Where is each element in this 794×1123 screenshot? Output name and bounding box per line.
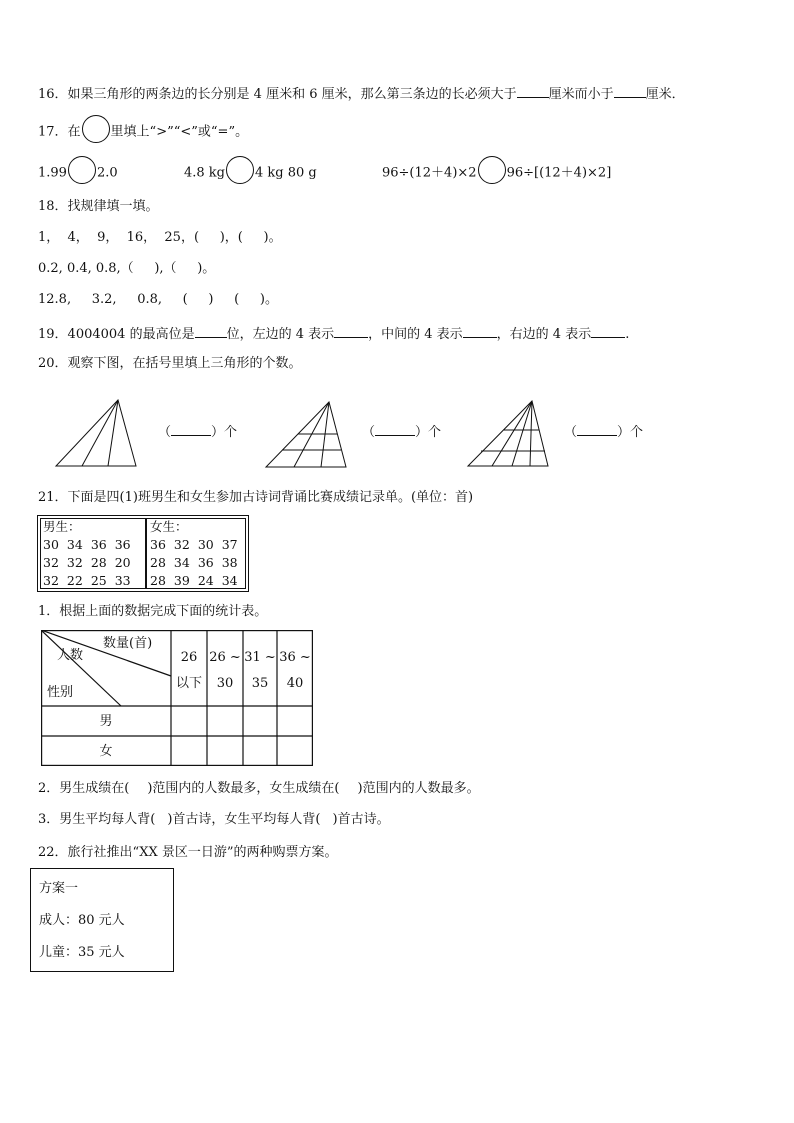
girls-score-table	[146, 518, 242, 590]
table-row: 30 34 36 36	[43, 537, 131, 552]
col-header-2: 30	[216, 676, 234, 691]
col-header-1: 以下	[175, 676, 202, 691]
table-row: 32 22 25 33	[43, 573, 131, 588]
count-answer-2: （ ）个	[362, 425, 442, 440]
triangle-figure-1	[52, 396, 142, 470]
adult-price: 成人：80 元人	[39, 913, 125, 928]
q17-item-1: 1.99 2.0	[38, 162, 118, 184]
q22-title: 22．旅行社推出“XX 景区一日游”的两种购票方案。	[38, 845, 338, 860]
q19: 19．4004004 的最高位是 位，左边的 4 表示 ，中间的 4 表示 ，右边的 4 表示 .	[38, 327, 630, 342]
answer-blank[interactable]	[614, 85, 646, 98]
answer-blank[interactable]	[463, 325, 497, 338]
count-answer-1: （ ）个	[158, 425, 238, 440]
row-header-female: 女	[99, 744, 113, 759]
compare-circle[interactable]	[226, 156, 254, 184]
col-header-2: 26 ~	[209, 650, 241, 665]
q17-title: 17．在 里填上“>”“<”或“=”。	[38, 121, 248, 143]
q21-title: 21．下面是四(1)班男生和女生参加古诗词背诵比赛成绩记录单。(单位：首)	[38, 490, 474, 505]
answer-blank[interactable]	[334, 325, 368, 338]
table-row: 32 32 28 20	[43, 555, 131, 570]
diagonal-header-quantity: 数量(首)	[103, 636, 153, 651]
q16: 16．如果三角形的两条边的长分别是 4 厘米和 6 厘米，那么第三条边的长必须大于 厘米而小于 厘米．	[38, 87, 685, 102]
diagonal-header-people: 人数	[57, 648, 84, 663]
q21-sub3: 3．男生平均每人背( )首古诗，女生平均每人背( )首古诗。	[38, 812, 390, 827]
answer-blank[interactable]	[195, 325, 227, 338]
col-header-1: 26	[180, 650, 198, 665]
answer-blank[interactable]	[591, 325, 625, 338]
q17-item-2: 4.8 kg 4 kg 80 g	[184, 162, 317, 184]
compare-circle[interactable]	[68, 156, 96, 184]
plan-one-box	[30, 868, 174, 972]
compare-circle[interactable]	[478, 156, 506, 184]
q18-row-2: 0.2, 0.4, 0.8,（ ),（ )。	[38, 261, 216, 276]
triangle-figure-2	[262, 399, 352, 471]
diagonal-header-gender: 性别	[47, 685, 74, 700]
triangle-figure-3	[464, 398, 554, 470]
q21-sub2: 2．男生成绩在( )范围内的人数最多，女生成绩在( )范围内的人数最多。	[38, 781, 480, 796]
circle-blank[interactable]	[82, 115, 110, 143]
col-header-4: 40	[286, 676, 304, 691]
boys-score-table	[39, 518, 135, 590]
plan-title: 方案一	[39, 881, 79, 896]
count-answer-3: （ ）个	[564, 425, 644, 440]
statistics-table	[41, 630, 313, 766]
answer-blank[interactable]	[375, 423, 415, 436]
table-row: 36 32 30 37	[150, 537, 238, 552]
answer-blank[interactable]	[517, 85, 549, 98]
table-row: 28 34 36 38	[150, 555, 238, 570]
col-header-3: 31 ~	[244, 650, 276, 665]
q18-row-3: 12.8, 3.2, 0.8, ( ) ( )。	[38, 292, 278, 307]
q18-title: 18．找规律填一填。	[38, 199, 159, 214]
answer-blank[interactable]	[577, 423, 617, 436]
girls-label: 女生：	[150, 519, 188, 534]
table-row: 28 39 24 34	[150, 573, 238, 588]
col-header-4: 36 ~	[279, 650, 311, 665]
row-header-male: 男	[99, 714, 113, 729]
col-header-3: 35	[251, 676, 269, 691]
q18-row-1: 1， 4， 9， 16， 25，( )，( )。	[38, 230, 282, 245]
boys-label: 男生：	[43, 519, 81, 534]
child-price: 儿童：35 元人	[39, 945, 125, 960]
q17-item-3: 96÷(12＋4)×2 96÷[(12＋4)×2]	[382, 162, 611, 184]
answer-blank[interactable]	[171, 423, 211, 436]
q20-title: 20．观察下图，在括号里填上三角形的个数。	[38, 356, 302, 371]
q21-sub1: 1．根据上面的数据完成下面的统计表。	[38, 604, 268, 619]
